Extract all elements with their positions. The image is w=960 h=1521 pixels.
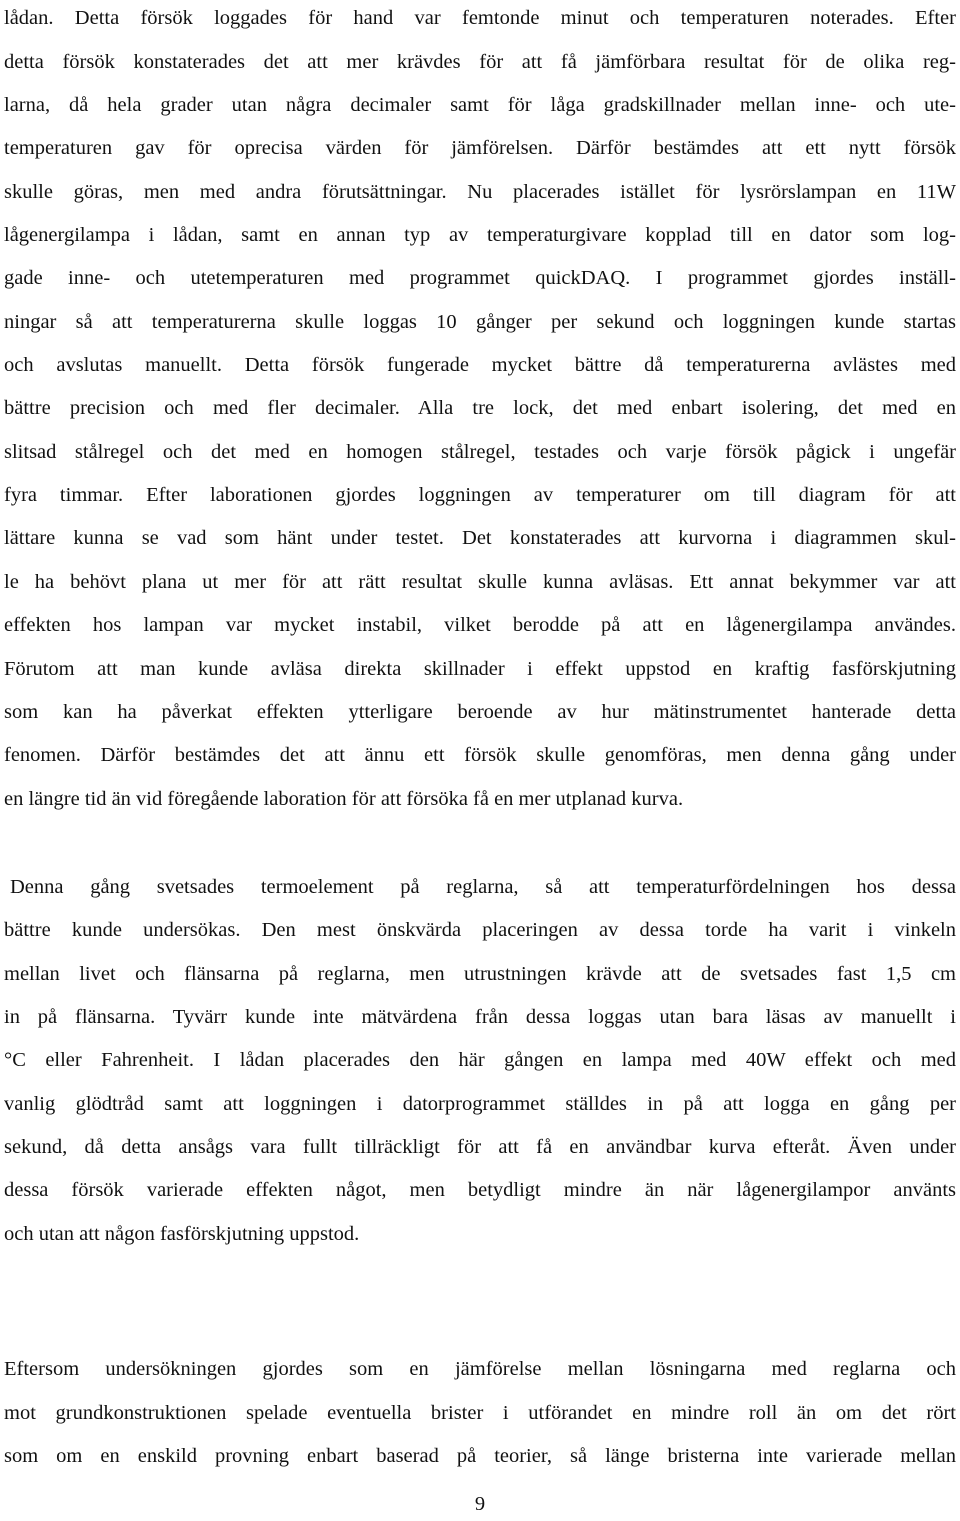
- text-line: sekund, då detta ansågs vara fullt tillräckligt för att få en användbar kurva efteråt. Även under: [4, 1136, 956, 1158]
- text-line: effekten hos lampan var mycket instabil, vilket berodde på att en lågenergilampa användes.: [4, 614, 956, 636]
- page-number: 9: [474, 1493, 486, 1515]
- text-line: mellan livet och flänsarna på reglarna, men utrustningen krävde att de svetsades fast 1,5 cm: [4, 963, 956, 985]
- text-line: och utan att någon fasförskjutning uppstod.: [4, 1223, 360, 1245]
- text-line: skulle göras, men med andra förutsättningar. Nu placerades istället för lysrörslampan en 11W: [4, 181, 956, 203]
- text-line: detta försök konstaterades det att mer krävdes för att få jämförbara resultat för de olika reg-: [4, 51, 956, 73]
- text-line: vanlig glödtråd samt att loggningen i datorprogrammet ställdes in på att logga en gång per: [4, 1093, 956, 1115]
- text-line: °C eller Fahrenheit. I lådan placerades den här gången en lampa med 40W effekt och med: [4, 1049, 956, 1071]
- text-line: Denna gång svetsades termoelement på reglarna, så att temperaturfördelningen hos dessa: [10, 876, 956, 898]
- text-line: ningar så att temperaturerna skulle loggas 10 gånger per sekund och loggningen kunde startas: [4, 311, 956, 333]
- text-line: som om en enskild provning enbart baserad på teorier, så länge bristerna inte varierade mellan: [4, 1445, 956, 1467]
- text-line: en längre tid än vid föregående laboration för att försöka få en mer utplanad kurva.: [4, 788, 684, 810]
- text-line: temperaturen gav för oprecisa värden för jämförelsen. Därför bestämdes att ett nytt försök: [4, 137, 956, 159]
- text-line: larna, då hela grader utan några decimaler samt för låga gradskillnader mellan inne- och ute-: [4, 94, 956, 116]
- text-line: Eftersom undersökningen gjordes som en jämförelse mellan lösningarna med reglarna och: [4, 1358, 956, 1380]
- text-line: lågenergilampa i lådan, samt en annan typ av temperaturgivare kopplad till en dator som log-: [4, 224, 956, 246]
- text-line: lättare kunna se vad som hänt under testet. Det konstaterades att kurvorna i diagrammen skul-: [4, 527, 956, 549]
- text-line: dessa försök varierade effekten något, men betydligt mindre än när lågenergilampor använts: [4, 1179, 956, 1201]
- text-line: in på flänsarna. Tyvärr kunde inte mätvärdena från dessa loggas utan bara läsas av manuellt i: [4, 1006, 956, 1028]
- text-line: bättre precision och med fler decimaler. Alla tre lock, det med enbart isolering, det med en: [4, 397, 956, 419]
- text-line: som kan ha påverkat effekten ytterligare beroende av hur mätinstrumentet hanterade detta: [4, 701, 956, 723]
- text-line: fenomen. Därför bestämdes det att ännu ett försök skulle genomföras, men denna gång under: [4, 744, 956, 766]
- text-line: och avslutas manuellt. Detta försök fungerade mycket bättre då temperaturerna avlästes med: [4, 354, 956, 376]
- text-line: Förutom att man kunde avläsa direkta skillnader i effekt uppstod en kraftig fasförskjutning: [4, 658, 956, 680]
- text-line: le ha behövt plana ut mer för att rätt resultat skulle kunna avläsas. Ett annat bekymmer var att: [4, 571, 956, 593]
- text-line: bättre kunde undersökas. Den mest önskvärda placeringen av dessa torde ha varit i vinkeln: [4, 919, 956, 941]
- text-line: lådan. Detta försök loggades för hand var femtonde minut och temperaturen noterades. Efter: [4, 7, 956, 29]
- text-line: fyra timmar. Efter laborationen gjordes loggningen av temperaturer om till diagram för att: [4, 484, 956, 506]
- text-line: gade inne- och utetemperaturen med programmet quickDAQ. I programmet gjordes inställ-: [4, 267, 956, 289]
- text-line: mot grundkonstruktionen spelade eventuella brister i utförandet en mindre roll än om det rört: [4, 1402, 956, 1424]
- text-line: slitsad stålregel och det med en homogen stålregel, testades och varje försök pågick i ungefär: [4, 441, 956, 463]
